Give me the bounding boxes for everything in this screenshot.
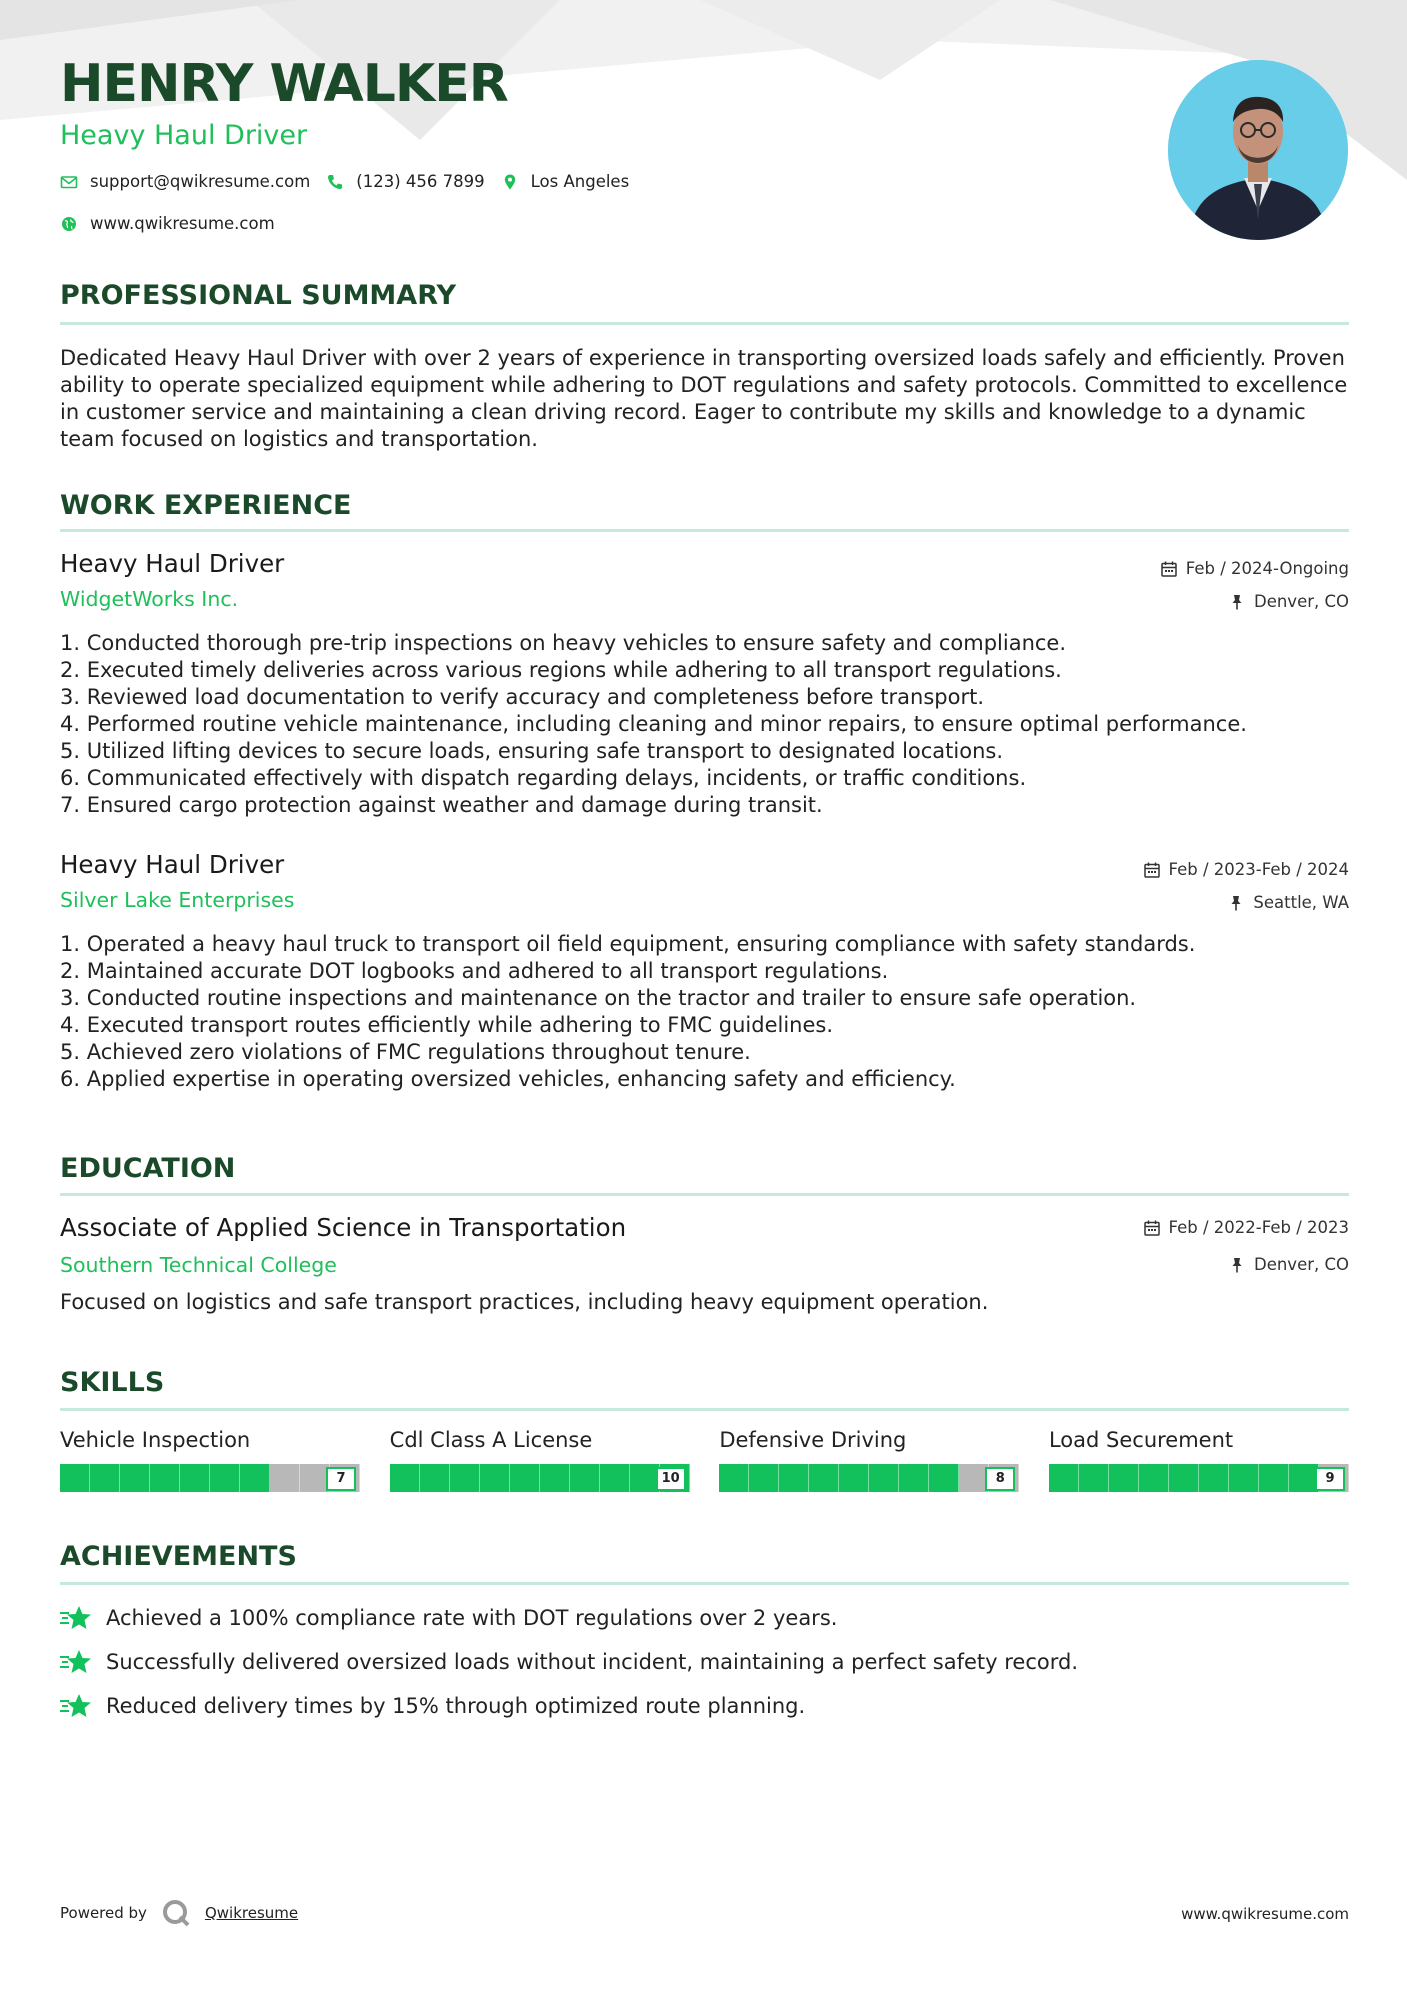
skill-bar-segment [540,1464,570,1492]
skill-name: Load Securement [1048,1428,1234,1452]
candidate-title: Heavy Haul Driver [60,120,308,151]
profile-photo [1168,60,1348,240]
company-name: WidgetWorks Inc. [60,587,239,611]
skill-bar-segment [1049,1464,1079,1492]
star-icon [60,1648,92,1676]
skill-bar-segment [1109,1464,1139,1492]
qwikresume-logo-icon [161,1898,191,1928]
job-bullet: 3. Conducted routine inspections and maintenance on the tractor and trailer to ensure safe operation. [60,986,1137,1010]
job-bullet: 4. Executed transport routes efficiently while adhering to FMC guidelines. [60,1013,834,1037]
achievement-text: Achieved a 100% compliance rate with DOT regulations over 2 years. [106,1606,838,1630]
job-dates-text: Feb / 2023-Feb / 2024 [1168,860,1349,879]
powered-by-label: Powered by [60,1904,147,1922]
skill-bar-segment [420,1464,450,1492]
skill-bar-segment [1229,1464,1259,1492]
education-location [1228,1255,1349,1274]
section-title-summary: PROFESSIONAL SUMMARY [60,280,457,311]
job-location [1227,893,1349,912]
achievement-item [60,1692,805,1720]
skill-bar-segment [779,1464,809,1492]
job-title: Heavy Haul Driver [60,850,285,879]
skill-level-bar [719,1464,1019,1492]
education-description: Focused on logistics and safe transport practices, including heavy equipment operation. [60,1290,989,1314]
section-title-education: EDUCATION [60,1153,236,1184]
skill-bar-segment [60,1464,90,1492]
footer-powered-by [60,1898,298,1928]
pushpin-icon [1227,894,1245,912]
skill-bar-segment [270,1464,300,1492]
section-divider [60,1582,1349,1585]
skills-grid [60,1428,1349,1492]
candidate-name: HENRY WALKER [60,54,508,114]
job-dates-text: Feb / 2024-Ongoing [1185,559,1349,578]
calendar-icon [1143,1219,1161,1237]
skill-bar-segment [1139,1464,1169,1492]
star-icon [60,1604,92,1632]
skill-level-value: 8 [985,1467,1015,1491]
job-bullet: 2. Maintained accurate DOT logbooks and adhered to all transport regulations. [60,959,889,983]
globe-icon [60,215,78,233]
skill-bar-segment [570,1464,600,1492]
job-dates [1143,860,1349,879]
skill-level-value: 10 [656,1467,686,1491]
website-row [60,214,275,233]
skill-bar-segment [719,1464,749,1492]
skill-bar-segment [1259,1464,1289,1492]
job-bullet: 6. Communicated effectively with dispatch regarding delays, incidents, or traffic conditions. [60,766,1027,790]
skill-bar-segment [839,1464,869,1492]
section-divider [60,1408,1349,1411]
skill-bar-segment [240,1464,270,1492]
skill-bar-segment [390,1464,420,1492]
phone-icon [326,173,344,191]
job-bullet: 1. Conducted thorough pre-trip inspections on heavy vehicles to ensure safety and compliance. [60,631,1067,655]
skill-name: Vehicle Inspection [60,1428,251,1452]
summary-line: in customer service and maintaining a clean driving record. Eager to contribute my skills and knowledge to a dynamic [60,400,1306,424]
qwikresume-link[interactable]: Qwikresume [204,1904,299,1922]
job-bullet: 2. Executed timely deliveries across various regions while adhering to all transport regulations. [60,658,1062,682]
website-link[interactable]: www.qwikresume.com [90,214,275,233]
star-icon [60,1692,92,1720]
achievement-text: Reduced delivery times by 15% through optimized route planning. [106,1694,806,1718]
skill-bar-segment [899,1464,929,1492]
summary-line: Dedicated Heavy Haul Driver with over 2 years of experience in transporting oversized loads safely and efficiently. Proven [60,346,1345,370]
skill-item [719,1428,1019,1492]
envelope-icon [60,173,78,191]
summary-line: team focused on logistics and transportation. [60,427,538,451]
job-dates [1160,559,1349,578]
job-bullets [60,630,1349,819]
summary-line: ability to operate specialized equipment while adhering to DOT regulations and safety protocols. Committed to excellence [60,373,1348,397]
skill-bar-segment [150,1464,180,1492]
pushpin-icon [1228,1256,1246,1274]
section-divider [60,529,1349,532]
skill-item [1049,1428,1349,1492]
calendar-icon [1160,560,1178,578]
summary-text [60,345,1349,453]
skill-bar-segment [600,1464,630,1492]
email-link[interactable]: support@qwikresume.com [90,172,311,191]
job-bullet: 6. Applied expertise in operating oversized vehicles, enhancing safety and efficiency. [60,1067,956,1091]
skill-name: Defensive Driving [719,1428,907,1452]
section-title-skills: SKILLS [60,1367,165,1398]
location-text: Los Angeles [530,172,630,191]
section-title-achievements: ACHIEVEMENTS [60,1541,297,1572]
skill-bar-segment [749,1464,779,1492]
contact-row [60,172,629,191]
job-title: Heavy Haul Driver [60,549,285,578]
skill-bar-segment [1169,1464,1199,1492]
skill-level-bar [1049,1464,1349,1492]
skill-bar-segment [480,1464,510,1492]
calendar-icon [1143,861,1161,879]
job-location-text: Denver, CO [1253,592,1349,611]
job-bullet: 5. Utilized lifting devices to secure loads, ensuring safe transport to designated locations. [60,739,1004,763]
section-divider [60,1193,1349,1196]
job-bullet: 5. Achieved zero violations of FMC regulations throughout tenure. [60,1040,751,1064]
skill-bar-segment [450,1464,480,1492]
skill-bar-segment [120,1464,150,1492]
job-bullet: 1. Operated a heavy haul truck to transport oil field equipment, ensuring compliance with safety standards. [60,932,1196,956]
skill-bar-segment [929,1464,959,1492]
job-bullet: 4. Performed routine vehicle maintenance, including cleaning and minor repairs, to ensure optimal performance. [60,712,1247,736]
skill-level-bar [390,1464,690,1492]
section-divider [60,322,1349,325]
skill-bar-segment [1079,1464,1109,1492]
job-location [1228,592,1349,611]
pushpin-icon [1228,593,1246,611]
skill-bar-segment [90,1464,120,1492]
skill-level-bar [60,1464,360,1492]
skill-bar-segment [210,1464,240,1492]
skill-item [60,1428,360,1492]
skill-level-value: 9 [1315,1467,1345,1491]
job-bullet: 7. Ensured cargo protection against weather and damage during transit. [60,793,823,817]
company-name: Silver Lake Enterprises [60,888,295,912]
map-pin-icon [501,173,519,191]
skill-name: Cdl Class A License [389,1428,593,1452]
skill-bar-segment [869,1464,899,1492]
section-title-experience: WORK EXPERIENCE [60,490,352,521]
skill-bar-segment [180,1464,210,1492]
job-bullets [60,931,1349,1093]
footer-website-link[interactable]: www.qwikresume.com [1181,1905,1349,1923]
education-dates-text: Feb / 2022-Feb / 2023 [1168,1218,1349,1237]
education-dates [1143,1218,1349,1237]
skill-bar-segment [510,1464,540,1492]
job-location-text: Seattle, WA [1253,893,1349,912]
phone-number: (123) 456 7899 [356,172,485,191]
job-bullet: 3. Reviewed load documentation to verify accuracy and completeness before transport. [60,685,984,709]
achievement-text: Successfully delivered oversized loads without incident, maintaining a perfect safety record. [106,1650,1078,1674]
skill-level-value: 7 [326,1467,356,1491]
skill-item [390,1428,690,1492]
skill-bar-segment [809,1464,839,1492]
school-name: Southern Technical College [60,1253,337,1277]
achievement-item [60,1648,1078,1676]
degree-title: Associate of Applied Science in Transportation [60,1213,627,1242]
achievement-item [60,1604,837,1632]
skill-bar-segment [1199,1464,1229,1492]
education-location-text: Denver, CO [1253,1255,1349,1274]
